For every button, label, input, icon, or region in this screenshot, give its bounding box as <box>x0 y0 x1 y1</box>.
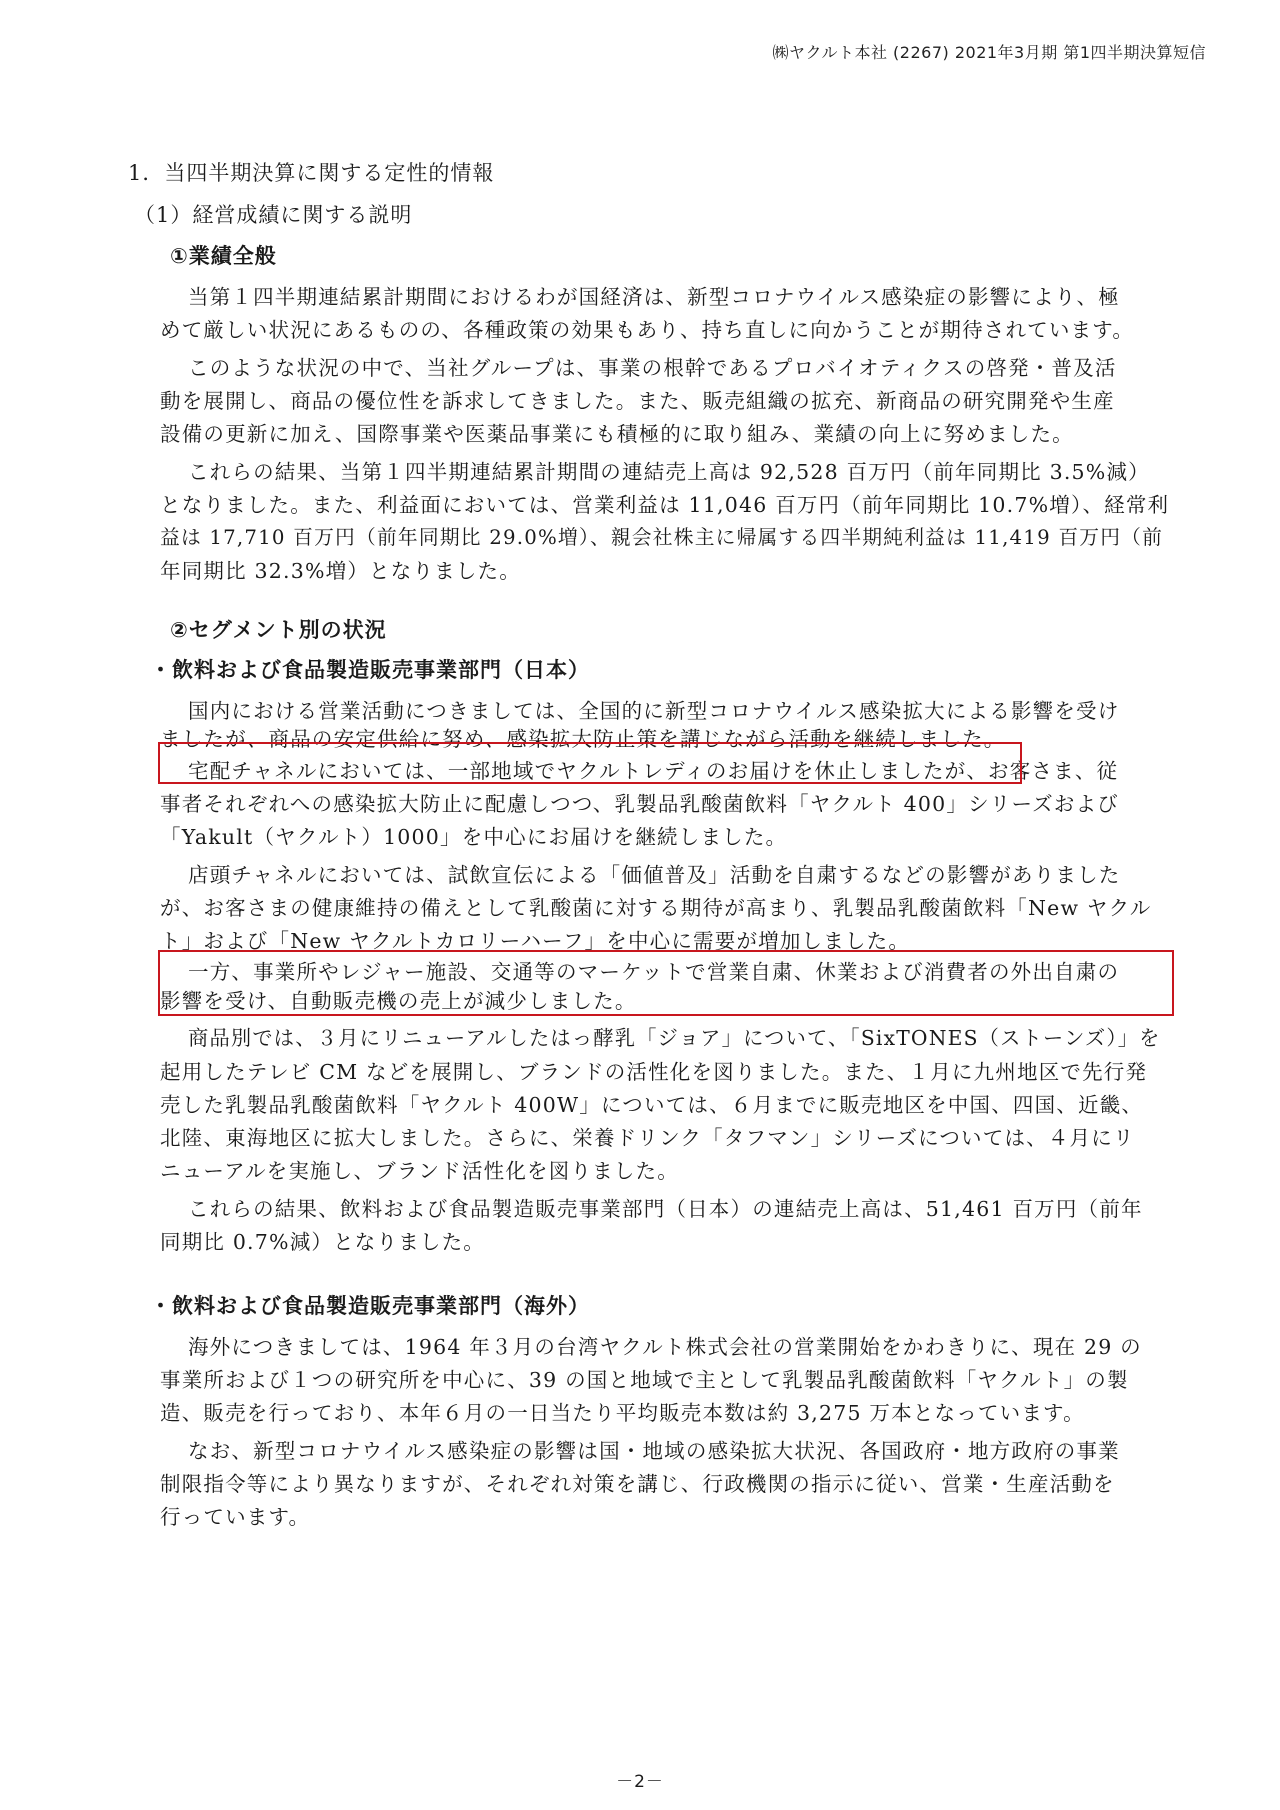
paragraph-line: 「Yakult（ヤクルト）1000」を中心にお届けを継続しました。 <box>160 825 788 849</box>
paragraph-line: 海外につきましては、1964 年３月の台湾ヤクルト株式会社の営業開始をかわきりに、現在 29 の <box>188 1335 1142 1359</box>
paragraph-line: 事者それぞれへの感染拡大防止に配慮しつつ、乳製品乳酸菌飲料「ヤクルト 400」シリーズおよび <box>160 792 1119 816</box>
paragraph-line: 北陸、東海地区に拡大しました。さらに、栄養ドリンク「タフマン」シリーズについては、４月にリ <box>160 1126 1135 1150</box>
paragraph-line: となりました。また、利益面においては、営業利益は 11,046 百万円（前年同期比 10.7%増）、経常利 <box>160 493 1170 517</box>
paragraph-line: 宅配チャネルにおいては、一部地域でヤクルトレディのお届けを休止しましたが、お客さま、従 <box>188 759 1119 783</box>
segment-title: ②セグメント別の状況 <box>170 618 387 642</box>
highlight-box-delivery <box>158 742 1022 784</box>
paragraph-line: 商品別では、３月にリニューアルしたはっ酵乳「ジョア」について、「SixTONES（ストーンズ）」を <box>188 1026 1161 1050</box>
paragraph-line: 事業所および１つの研究所を中心に、39 の国と地域で主として乳製品乳酸菌飲料「ヤクルト」の製 <box>160 1368 1129 1392</box>
paragraph-line: 起用したテレビ CM などを展開し、ブランドの活性化を図りました。また、１月に九州地区で先行発 <box>160 1060 1148 1084</box>
paragraph-line: これらの結果、飲料および食品製造販売事業部門（日本）の連結売上高は、51,461 百万円（前年 <box>188 1197 1143 1221</box>
paragraph-line: 造、販売を行っており、本年６月の一日当たり平均販売本数は約 3,275 万本となっています。 <box>160 1401 1085 1425</box>
highlight-box-vending <box>158 950 1174 1016</box>
paragraph-line: ましたが、商品の安定供給に努め、感染拡大防止策を講じながら活動を継続しました。 <box>160 727 1006 751</box>
paragraph-line: ニューアルを実施し、ブランド活性化を図りました。 <box>160 1159 679 1183</box>
paragraph-line: 動を展開し、商品の優位性を訴求してきました。また、販売組織の拡充、新商品の研究開発や生産 <box>160 389 1115 413</box>
paragraph-line: 売した乳製品乳酸菌飲料「ヤクルト 400W」については、６月までに販売地区を中国、四国、近畿、 <box>160 1093 1144 1117</box>
paragraph-line: これらの結果、当第１四半期連結累計期間の連結売上高は 92,528 百万円（前年同期比 3.5%減） <box>188 460 1150 484</box>
document-header: ㈱ヤクルト本社 (2267) 2021年3月期 第1四半期決算短信 <box>772 43 1206 62</box>
paragraph-line: が、お客さまの健康維持の備えとして乳酸菌に対する期待が高まり、乳製品乳酸菌飲料「New ヤクル <box>160 896 1152 920</box>
paragraph-line: このような状況の中で、当社グループは、事業の根幹であるプロバイオティクスの啓発・普及活 <box>188 356 1117 380</box>
segment-japan-heading: ・飲料および食品製造販売事業部門（日本） <box>150 658 590 682</box>
paragraph-line: 行っています。 <box>160 1505 311 1529</box>
paragraph-line: 店頭チャネルにおいては、試飲宣伝による「価値普及」活動を自粛するなどの影響がありました <box>188 863 1121 887</box>
paragraph-line: 影響を受け、自動販売機の売上が減少しました。 <box>160 989 637 1013</box>
paragraph-line: 国内における営業活動につきましては、全国的に新型コロナウイルス感染拡大による影響を受け <box>188 699 1120 723</box>
paragraph-line: 年同期比 32.3%増）となりました。 <box>160 559 521 583</box>
paragraph-line: 制限指令等により異なりますが、それぞれ対策を講じ、行政機関の指示に従い、営業・生産活動を <box>160 1472 1115 1496</box>
paragraph-line: めて厳しい状況にあるものの、各種政策の効果もあり、持ち直しに向かうことが期待されています。 <box>160 318 1135 342</box>
paragraph-line: 当第１四半期連結累計期間におけるわが国経済は、新型コロナウイルス感染症の影響により、極 <box>188 285 1120 309</box>
paragraph-line: 同期比 0.7%減）となりました。 <box>160 1230 485 1254</box>
paragraph-line: 益は 17,710 百万円（前年同期比 29.0%増）、親会社株主に帰属する四半期純利益は 11,419 百万円（前 <box>160 526 1164 549</box>
paragraph-line: 設備の更新に加え、国際事業や医薬品事業にも積極的に取り組み、業績の向上に努めました。 <box>160 422 1074 446</box>
subsection-title: （1）経営成績に関する説明 <box>134 203 413 227</box>
overall-results-title: ①業績全般 <box>170 244 277 268</box>
section-title: 1．当四半期決算に関する定性的情報 <box>128 161 495 185</box>
page-number: －2－ <box>616 1772 664 1792</box>
paragraph-line: 一方、事業所やレジャー施設、交通等のマーケットで営業自粛、休業および消費者の外出自粛の <box>188 960 1120 984</box>
segment-overseas-heading: ・飲料および食品製造販売事業部門（海外） <box>150 1294 590 1318</box>
paragraph-line: ト」および「New ヤクルトカロリーハーフ」を中心に需要が増加しました。 <box>160 929 911 953</box>
paragraph-line: なお、新型コロナウイルス感染症の影響は国・地域の感染拡大状況、各国政府・地方政府の事業 <box>188 1439 1120 1463</box>
